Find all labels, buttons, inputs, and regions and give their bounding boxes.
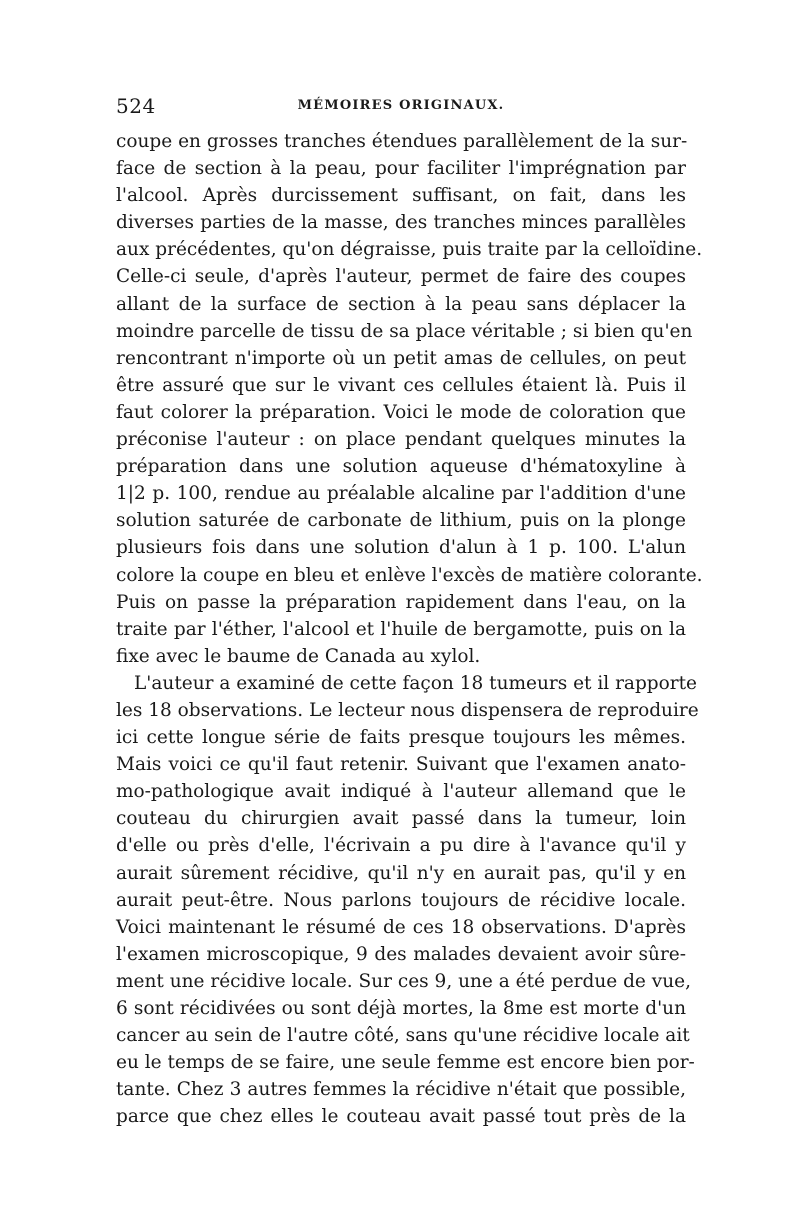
text-line: préconise l'auteur : on place pendant quelques minutes la [116,429,686,451]
paragraph-1 [116,128,703,670]
text-line: l'alcool. Après durcissement suffisant, on fait, dans les [116,185,686,207]
text-line: être assuré que sur le vivant ces cellules étaient là. Puis il [116,374,686,396]
text-line: Mais voici ce qu'il faut retenir. Suivant que l'examen anato- [116,754,686,776]
text-line: eu le temps de se faire, une seule femme est encore bien por- [116,1052,695,1074]
text-line: moindre parcelle de tissu de sa place véritable ; si bien qu'en [116,320,693,342]
text-line: cancer au sein de l'autre côté, sans qu'une récidive locale ait [116,1025,690,1047]
text-line: face de section à la peau, pour faciliter l'imprégnation par [116,158,686,180]
text-line: d'elle ou près d'elle, l'écrivain a pu dire à l'avance qu'il y [116,835,686,857]
text-line: plusieurs fois dans une solution d'alun à 1 p. 100. L'alun [116,537,686,559]
paragraph-2 [116,670,699,1131]
text-line: Voici maintenant le résumé de ces 18 observations. D'après [116,916,686,938]
text-line: Puis on passe la préparation rapidement dans l'eau, on la [116,591,686,613]
text-line: Celle-ci seule, d'après l'auteur, permet de faire des coupes [116,266,686,288]
text-line: coupe en grosses tranches étendues parallèlement de la sur- [116,131,688,152]
text-line: aux précédentes, qu'on dégraisse, puis traite par la celloïdine. [116,239,703,261]
text-line: l'examen microscopique, 9 des malades devaient avoir sûre- [116,943,686,965]
text-line: L'auteur a examiné de cette façon 18 tumeurs et il rapporte [134,672,698,694]
text-line: 1|2 p. 100, rendue au préalable alcaline par l'addition d'une [116,483,686,505]
text-line: allant de la surface de section à la peau sans déplacer la [116,293,686,315]
text-line: mo-pathologique avait indiqué à l'auteur allemand que le [116,781,686,803]
text-line: colore la coupe en bleu et enlève l'excès de matière colorante. [116,564,703,586]
text-line: tante. Chez 3 autres femmes la récidive n'était que possible, [116,1079,686,1101]
text-line: traite par l'éther, l'alcool et l'huile de bergamotte, puis on la [116,618,686,640]
running-title: MÉMOIRES ORIGINAUX. [297,98,505,113]
text-line: couteau du chirurgien avait passé dans la tumeur, loin [116,808,686,830]
text-line: 6 sont récidivées ou sont déjà mortes, la 8me est morte d'un [116,998,686,1019]
text-line: les 18 observations. Le lecteur nous dispensera de reproduire [116,699,699,721]
text-line: rencontrant n'importe où un petit amas de cellules, on peut [116,347,686,369]
text-line: aurait sûrement récidive, qu'il n'y en aurait pas, qu'il y en [116,862,686,884]
text-line: diverses parties de la masse, des tranches minces parallèles [116,212,686,234]
text-line: ment une récidive locale. Sur ces 9, une a été perdue de vue, [116,970,691,992]
page-header [116,94,686,120]
text-line: faut colorer la préparation. Voici le mode de coloration que [116,401,686,423]
text-line: ici cette longue série de faits presque toujours les mêmes. [116,727,686,749]
text-line: préparation dans une solution aqueuse d'hématoxyline à [116,456,686,478]
page-number: 524 [116,94,156,118]
text-line: parce que chez elles le couteau avait passé tout près de la [116,1106,686,1128]
text-line: solution saturée de carbonate de lithium, puis on la plonge [116,510,686,532]
text-line: fixe avec le baume de Canada au xylol. [116,645,481,667]
text-line: aurait peut-être. Nous parlons toujours de récidive locale. [116,889,686,911]
body-text [116,128,703,1130]
